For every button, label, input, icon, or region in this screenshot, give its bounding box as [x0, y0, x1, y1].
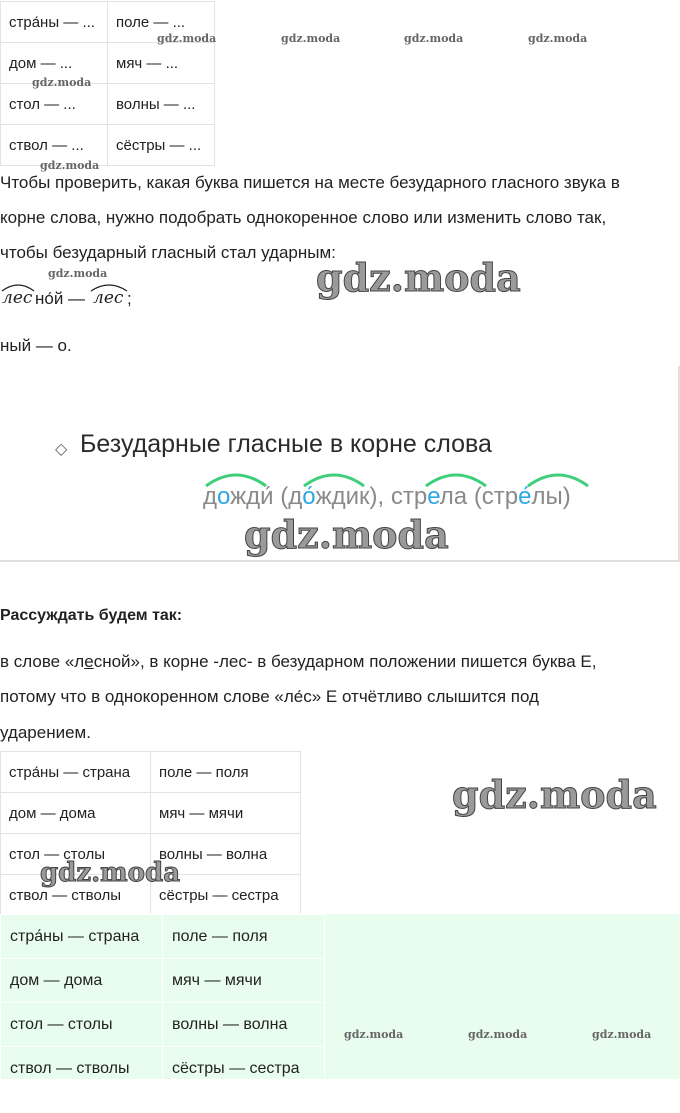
table-cell: дом — дома: [1, 959, 163, 1003]
watermark: gdz.moda: [528, 32, 588, 45]
table-cell: сёстры — ...: [108, 125, 215, 166]
table-cell: поле — поля: [163, 915, 325, 959]
rule-line-2: корне слова, нужно подобрать однокоренное слово или изменить слово так,: [0, 208, 607, 227]
table-row: [1, 125, 215, 166]
table-row: [1, 1047, 325, 1091]
table-cell: поле — поля: [151, 752, 301, 793]
underlined-vowel: е: [84, 652, 94, 671]
table-row: [1, 752, 301, 793]
diamond-bullet-icon: ◇: [55, 441, 68, 458]
table-cell: стра́ны — ...: [1, 2, 108, 43]
highlighted-vowel: о́: [302, 483, 316, 510]
watermark: gdz.moda: [48, 267, 108, 280]
watermark: gdz.moda: [404, 32, 464, 45]
highlighted-vowel: е: [427, 483, 440, 510]
example-text: ла (стр: [439, 483, 519, 510]
highlighted-vowel: е́: [518, 483, 532, 510]
table-row: [1, 1003, 325, 1047]
watermark-large: gdz.moda: [40, 858, 181, 888]
rule-line-3: чтобы безударный гласный стал ударным:: [0, 243, 336, 262]
example-text: жди́ (д: [230, 483, 303, 510]
table-cell: мяч — мячи: [163, 959, 325, 1003]
watermark-large: gdz.moda: [452, 772, 657, 817]
table-cell: поле — ...: [108, 2, 215, 43]
highlighted-vowel: о: [217, 483, 231, 510]
answer-line: ный — о.: [0, 336, 72, 355]
table-row: [1, 959, 325, 1003]
watermark-large: gdz.moda: [244, 512, 449, 557]
watermark: gdz.moda: [32, 76, 92, 89]
answers-table-green: [0, 914, 325, 1091]
reasoning-line-1: [0, 652, 596, 672]
table-cell: сёстры — сестра: [151, 875, 301, 916]
table-cell: стол — столы: [1, 834, 151, 875]
example-tail: ;: [127, 289, 132, 308]
reasoning-heading: Рассуждать будем так:: [0, 607, 183, 624]
answers-table-middle: [0, 751, 301, 916]
table-cell: стра́ны — страна: [1, 752, 151, 793]
table-cell: волны — ...: [108, 84, 215, 125]
table-cell: ствол — стволы: [1, 1047, 163, 1091]
reasoning-text: в слове «л: [0, 652, 85, 671]
rule-line-1: Чтобы проверить, какая буква пишется на месте безударного гласного звука в: [0, 173, 620, 192]
rule-card-title: Безударные гласные в корне слова: [80, 430, 492, 458]
table-cell: ствол — ...: [1, 125, 108, 166]
watermark: gdz.moda: [592, 1028, 652, 1041]
example-text: ждик), стр: [315, 483, 428, 510]
table-cell: мяч — мячи: [151, 793, 301, 834]
table-row: [1, 84, 215, 125]
table-cell: дом — ...: [1, 43, 108, 84]
reasoning-line-2: потому что в однокоренном слове «ле́с» Е отчётливо слышится под: [0, 687, 539, 706]
root-word-2: лес: [93, 288, 124, 308]
reasoning-line-3: ударением.: [0, 723, 91, 742]
example-text: д: [203, 483, 218, 510]
example-suffix: но́й —: [35, 289, 86, 308]
table-cell: стол — ...: [1, 84, 108, 125]
watermark: gdz.moda: [344, 1028, 404, 1041]
table-cell: сёстры — сестра: [163, 1047, 325, 1091]
table-cell: волны — волна: [151, 834, 301, 875]
example-text: лы): [531, 483, 571, 510]
example-root-check: [0, 276, 200, 312]
table-cell: ствол — стволы: [1, 875, 151, 916]
table-cell: дом — дома: [1, 793, 151, 834]
table-cell: стра́ны — страна: [1, 915, 163, 959]
table-cell: стол — столы: [1, 1003, 163, 1047]
reasoning-text: сной», в корне -лес- в безударном положении пишется буква Е,: [93, 652, 597, 671]
table-row: [1, 915, 325, 959]
table-row: [1, 793, 301, 834]
rule-card-example: [203, 483, 571, 511]
watermark: gdz.moda: [157, 32, 217, 45]
table-cell: волны — волна: [163, 1003, 325, 1047]
watermark: gdz.moda: [468, 1028, 528, 1041]
rule-card: [0, 366, 680, 562]
watermark: gdz.moda: [40, 159, 100, 172]
watermark: gdz.moda: [281, 32, 341, 45]
root-word-1: лес: [2, 288, 33, 308]
watermark-large: gdz.moda: [316, 255, 521, 300]
table-cell: мяч — ...: [108, 43, 215, 84]
